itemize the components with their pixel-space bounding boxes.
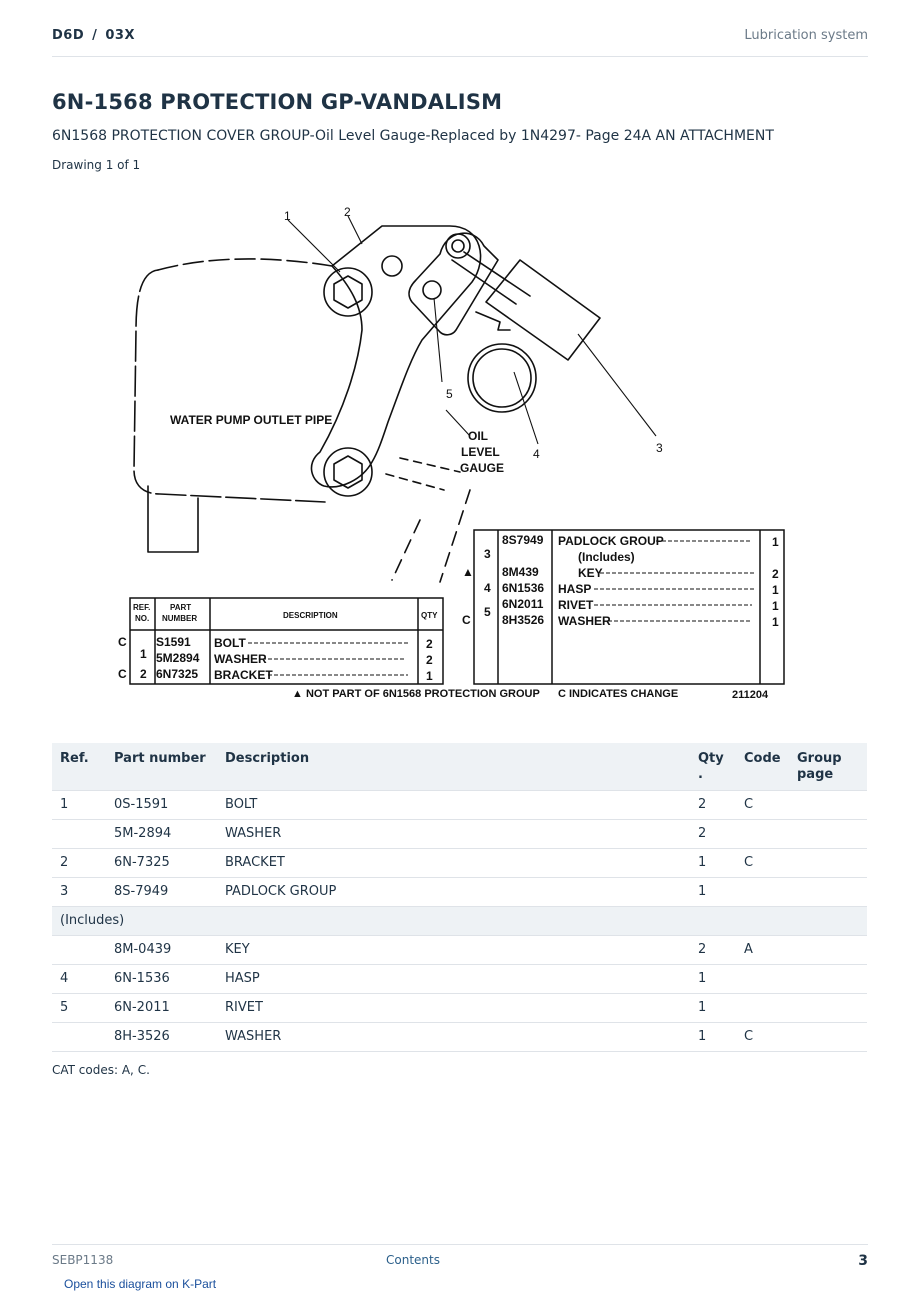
cell-description: BOLT — [217, 791, 690, 820]
doc-id: SEBP1138 — [52, 1253, 114, 1267]
label-gauge-3: GAUGE — [460, 461, 505, 475]
right-row-change: C — [462, 613, 471, 627]
cell-ref: 2 — [52, 849, 106, 878]
col-group-page: Group page — [789, 743, 867, 791]
parts-diagram — [100, 190, 820, 710]
table-row — [52, 878, 867, 907]
cell-code — [736, 994, 789, 1023]
cell-code — [736, 965, 789, 994]
cell-part-number: 5M-2894 — [106, 820, 217, 849]
left-row-desc: BOLT — [214, 636, 246, 650]
right-row-desc: KEY — [578, 566, 603, 580]
right-row-desc: HASP — [558, 582, 592, 596]
callout-3: 3 — [656, 441, 663, 455]
cell-qty: 2 — [690, 791, 736, 820]
right-row-qty: 1 — [772, 535, 779, 549]
right-row-desc: RIVET — [558, 598, 594, 612]
table-row — [52, 965, 867, 994]
cell-code: A — [736, 936, 789, 965]
left-row-ref: 1 — [140, 647, 147, 661]
right-row-ref: 4 — [484, 581, 491, 595]
cell-part-number: 6N-7325 — [106, 849, 217, 878]
cell-qty: 1 — [690, 849, 736, 878]
cell-group-page — [789, 791, 867, 820]
callout-1: 1 — [284, 209, 291, 223]
padlock-body — [486, 260, 600, 360]
col-code: Code — [736, 743, 789, 791]
callout-5: 5 — [446, 387, 453, 401]
drawing-number: 211204 — [732, 689, 769, 701]
right-row-desc: WASHER — [558, 614, 611, 628]
cell-code: C — [736, 1023, 789, 1052]
cell-code: C — [736, 791, 789, 820]
right-row-change: ▲ — [462, 565, 474, 579]
right-row-desc: PADLOCK GROUP — [558, 534, 664, 548]
cat-codes: CAT codes: A, C. — [52, 1063, 150, 1077]
right-row-qty: 2 — [772, 567, 779, 581]
cell-ref: 1 — [52, 791, 106, 820]
cell-ref: 4 — [52, 965, 106, 994]
right-row-desc: (Includes) — [578, 550, 635, 564]
right-row-part: 8S7949 — [502, 533, 544, 547]
breadcrumb-group: 03X — [105, 28, 136, 43]
right-row-part: 6N1536 — [502, 581, 545, 595]
left-table-number-header: NUMBER — [162, 614, 198, 623]
table-row — [52, 936, 867, 965]
breadcrumb-model: D6D — [52, 28, 85, 43]
cell-ref — [52, 820, 106, 849]
page-number: 3 — [858, 1253, 868, 1269]
kpart-link[interactable]: Open this diagram on K-Part — [64, 1277, 217, 1291]
right-row-part: 8H3526 — [502, 613, 545, 627]
cell-group-page — [789, 936, 867, 965]
cell-ref: 5 — [52, 994, 106, 1023]
cell-part-number: 8S-7949 — [106, 878, 217, 907]
cell-group-page — [789, 1023, 867, 1052]
includes-note: (Includes) — [52, 907, 867, 936]
left-table-qty-header: QTY — [421, 611, 438, 620]
cell-code: C — [736, 849, 789, 878]
cell-qty: 1 — [690, 878, 736, 907]
cell-description: KEY — [217, 936, 690, 965]
drawing-change-note: C INDICATES CHANGE — [558, 688, 679, 700]
cell-group-page — [789, 965, 867, 994]
bracket-outline — [311, 226, 480, 487]
drawing-footnote: ▲ NOT PART OF 6N1568 PROTECTION GROUP — [292, 688, 540, 700]
left-row-ref: 2 — [140, 667, 147, 681]
contents-link[interactable]: Contents — [386, 1253, 440, 1267]
cell-code — [736, 820, 789, 849]
col-part-number: Part number — [106, 743, 217, 791]
right-row-qty: 1 — [772, 599, 779, 613]
table-header-row — [52, 743, 867, 791]
right-row-qty: 1 — [772, 615, 779, 629]
cell-group-page — [789, 849, 867, 878]
breadcrumb — [52, 28, 135, 43]
right-row-part: 6N2011 — [502, 597, 544, 611]
cell-description: RIVET — [217, 994, 690, 1023]
table-row — [52, 994, 867, 1023]
pump-housing-outline — [134, 270, 325, 502]
cell-ref: 3 — [52, 878, 106, 907]
cell-description: WASHER — [217, 820, 690, 849]
cell-qty: 2 — [690, 820, 736, 849]
label-pump: WATER PUMP OUTLET PIPE — [170, 413, 333, 427]
cell-group-page — [789, 994, 867, 1023]
cell-qty: 2 — [690, 936, 736, 965]
left-table-ref-header: REF. — [133, 603, 151, 612]
left-row-part: S1591 — [156, 635, 191, 649]
cell-part-number: 6N-2011 — [106, 994, 217, 1023]
cell-ref — [52, 936, 106, 965]
hasp-outline — [409, 233, 498, 335]
cell-part-number: 8M-0439 — [106, 936, 217, 965]
cell-code — [736, 878, 789, 907]
right-row-qty: 1 — [772, 583, 779, 597]
left-row-desc: BRACKET — [214, 668, 273, 682]
section-name: Lubrication system — [744, 28, 868, 43]
cell-qty: 1 — [690, 965, 736, 994]
left-row-change: C — [118, 667, 127, 681]
cell-qty: 1 — [690, 1023, 736, 1052]
label-gauge-1: OIL — [468, 429, 488, 443]
left-table-part-header: PART — [170, 603, 192, 612]
col-description: Description — [217, 743, 690, 791]
left-row-qty: 2 — [426, 653, 433, 667]
left-row-qty: 2 — [426, 637, 433, 651]
table-row — [52, 849, 867, 878]
right-row-ref: 3 — [484, 547, 491, 561]
cell-description: WASHER — [217, 1023, 690, 1052]
col-ref: Ref. — [52, 743, 106, 791]
cell-description: PADLOCK GROUP — [217, 878, 690, 907]
cell-part-number: 8H-3526 — [106, 1023, 217, 1052]
left-row-part: 5M2894 — [156, 651, 200, 665]
page-title: 6N-1568 PROTECTION GP-VANDALISM — [52, 90, 503, 114]
left-row-qty: 1 — [426, 669, 433, 683]
page-footer — [52, 1244, 868, 1275]
callout-4: 4 — [533, 447, 540, 461]
page-subtitle: 6N1568 PROTECTION COVER GROUP-Oil Level Gauge-Replaced by 1N4297- Page 24A AN ATTACHMENT — [52, 128, 774, 144]
left-row-part: 6N7325 — [156, 667, 199, 681]
cell-part-number: 6N-1536 — [106, 965, 217, 994]
page-header — [52, 28, 868, 57]
right-row-part: 8M439 — [502, 565, 539, 579]
left-row-desc: WASHER — [214, 652, 267, 666]
cell-description: HASP — [217, 965, 690, 994]
cell-group-page — [789, 820, 867, 849]
parts-table — [52, 743, 867, 1052]
label-gauge-2: LEVEL — [461, 445, 500, 459]
right-row-ref: 5 — [484, 605, 491, 619]
cell-group-page — [789, 878, 867, 907]
left-table-no-header: NO. — [135, 614, 150, 623]
callout-2: 2 — [344, 205, 351, 219]
includes-row — [52, 907, 867, 936]
cell-ref — [52, 1023, 106, 1052]
drawing-count: Drawing 1 of 1 — [52, 158, 141, 172]
oil-gauge-cap — [468, 344, 536, 412]
cell-description: BRACKET — [217, 849, 690, 878]
col-qty: Qty . — [690, 743, 736, 791]
cell-part-number: 0S-1591 — [106, 791, 217, 820]
left-table-desc-header: DESCRIPTION — [283, 611, 338, 620]
table-row — [52, 791, 867, 820]
breadcrumb-separator: / — [92, 28, 98, 43]
table-row — [52, 820, 867, 849]
left-row-change: C — [118, 635, 127, 649]
cell-qty: 1 — [690, 994, 736, 1023]
table-row — [52, 1023, 867, 1052]
